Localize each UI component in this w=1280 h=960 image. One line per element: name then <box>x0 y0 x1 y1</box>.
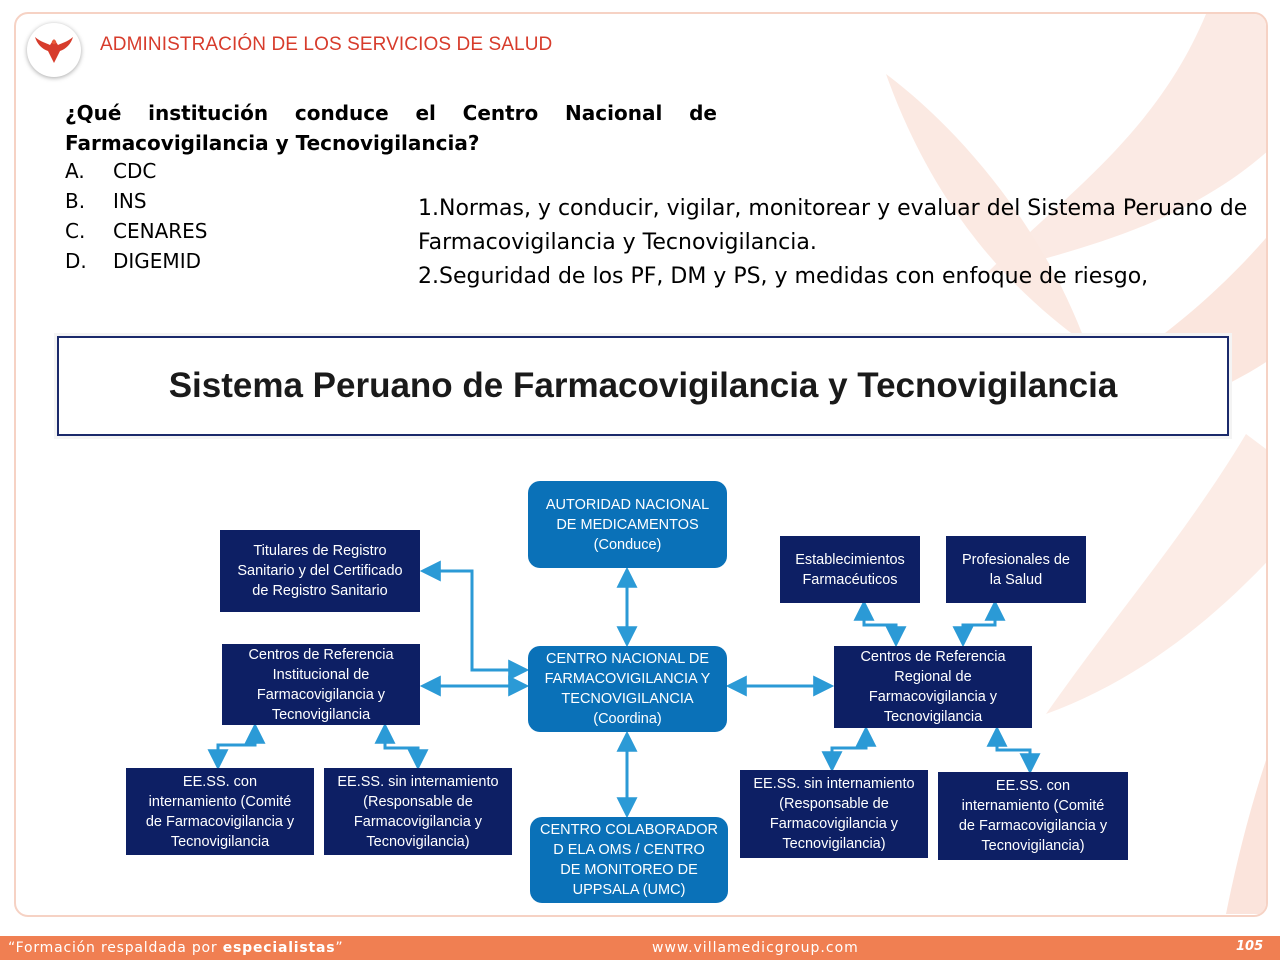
node-line: internamiento (Comité <box>961 798 1105 814</box>
node-line: CENTRO COLABORADOR <box>539 822 719 838</box>
node-line: EE.SS. con <box>995 778 1071 794</box>
node-line: TECNOVIGILANCIA <box>561 691 694 707</box>
arrow-establecimientos-regional <box>864 604 896 643</box>
arrow-regional-eess-sin <box>832 730 866 768</box>
node-profesionales <box>946 536 1086 603</box>
option-text: INS <box>113 189 147 213</box>
node-line: Farmacéuticos <box>802 571 898 588</box>
node-line: D ELA OMS / CENTRO <box>553 842 705 858</box>
note-2: 2.Seguridad de los PF, DM y PS, y medidas con enfoque de riesgo, <box>418 264 1149 289</box>
node-line: Farmacovigilancia y <box>868 689 998 705</box>
arrow-titulares-centro <box>424 571 525 670</box>
node-line: UPPSALA (UMC) <box>572 882 686 898</box>
arrow-institucional-eess-sin <box>385 727 418 766</box>
node-line: Tecnovigilancia <box>883 709 983 725</box>
arrow-regional-eess-con <box>997 730 1030 770</box>
header-title: ADMINISTRACIÓN DE LOS SERVICIOS DE SALUD <box>100 34 553 55</box>
node-line: Tecnovigilancia) <box>782 836 886 852</box>
node-line: Farmacovigilancia y <box>256 686 386 703</box>
node-line: de Farmacovigilancia y <box>958 818 1108 834</box>
option-text: CENARES <box>113 219 208 243</box>
question-text: ¿Qué institución conduce el Centro Nacional de Farmacovigilancia y Tecnovigilancia? <box>65 101 717 155</box>
node-centros-institucional <box>222 644 420 725</box>
node-autoridad-nacional <box>528 481 727 568</box>
node-line: Tecnovigilancia <box>271 706 371 723</box>
node-line: Regional de <box>894 669 972 685</box>
node-centro-nacional <box>528 646 727 732</box>
node-line: Farmacovigilancia y <box>769 816 899 832</box>
node-centros-regional <box>834 646 1032 728</box>
node-line: (Conduce) <box>593 536 662 553</box>
slogan-prefix: “Formación respaldada por <box>8 940 223 956</box>
node-line: EE.SS. sin internamiento <box>337 773 499 790</box>
option-letter: C. <box>65 219 86 243</box>
option-text: CDC <box>113 159 157 183</box>
footer-slogan <box>8 940 343 956</box>
arrow-profesionales-regional <box>963 604 995 643</box>
arrow-institucional-eess-con <box>218 727 255 766</box>
node-line: de Farmacovigilancia y <box>145 813 295 830</box>
node-centro-colaborador <box>530 817 728 903</box>
footer-website[interactable]: www.villamedicgroup.com <box>652 940 859 956</box>
node-line: DE MEDICAMENTOS <box>556 516 699 533</box>
option-letter: A. <box>65 159 85 183</box>
node-eess-sin-internamiento-left <box>324 768 512 855</box>
node-line: Tecnovigilancia) <box>981 838 1085 854</box>
node-line: Establecimientos <box>795 551 905 568</box>
note-1: 1.Normas, y conducir, vigilar, monitorear y evaluar del Sistema Peruano de Farmacovigilancia y Tecnovigilancia. <box>418 196 1248 255</box>
node-line: AUTORIDAD NACIONAL <box>545 496 710 513</box>
node-line: DE MONITOREO DE <box>560 862 698 878</box>
node-titulares <box>220 530 420 612</box>
node-line: FARMACOVIGILANCIA Y <box>544 671 711 687</box>
node-line: Farmacovigilancia y <box>353 813 483 830</box>
page-number: 105 <box>1236 939 1264 954</box>
node-line: Institucional de <box>272 666 370 683</box>
option-letter: B. <box>65 189 86 213</box>
node-line: Sanitario y del Certificado <box>237 563 403 579</box>
option-letter: D. <box>65 249 87 273</box>
node-line: Profesionales de <box>961 551 1070 568</box>
diagram-title: Sistema Peruano de Farmacovigilancia y Tecnovigilancia <box>168 366 1118 405</box>
node-line: (Responsable de <box>779 796 889 812</box>
slogan-suffix: ” <box>335 940 344 956</box>
node-establecimientos <box>780 536 920 603</box>
node-line: de Registro Sanitario <box>252 583 388 599</box>
node-line: Centros de Referencia <box>860 649 1006 665</box>
node-line: (Coordina) <box>593 711 662 727</box>
node-line: CENTRO NACIONAL DE <box>545 651 709 667</box>
node-eess-con-internamiento-left <box>126 768 314 855</box>
node-line: EE.SS. sin internamiento <box>753 776 915 792</box>
node-line: internamiento (Comité <box>148 793 292 810</box>
footer-bar <box>0 936 1280 960</box>
slogan-bold: especialistas <box>222 940 336 956</box>
node-line: EE.SS. con <box>182 773 258 790</box>
node-eess-sin-internamiento-right <box>740 770 928 858</box>
node-line: Tecnovigilancia <box>170 833 270 850</box>
node-line: Tecnovigilancia) <box>366 833 470 850</box>
node-line: la Salud <box>989 571 1043 588</box>
node-eess-con-internamiento-right <box>938 772 1128 860</box>
node-line: Titulares de Registro <box>253 543 387 559</box>
node-line: (Responsable de <box>363 793 473 810</box>
option-text: DIGEMID <box>113 249 201 273</box>
node-line: Centros de Referencia <box>248 646 394 663</box>
